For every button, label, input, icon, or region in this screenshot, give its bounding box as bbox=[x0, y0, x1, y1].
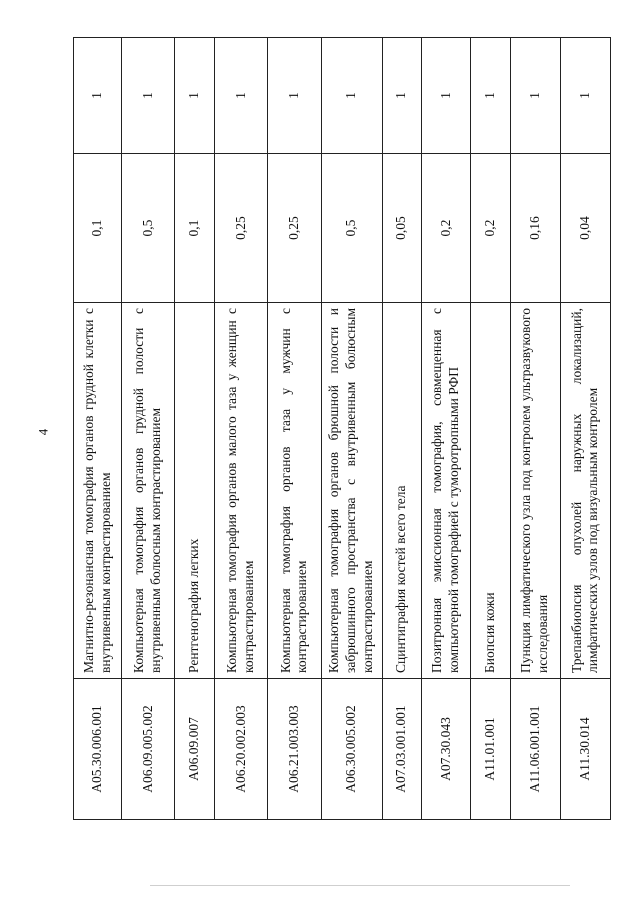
coefficient-cell: 0,2 bbox=[422, 154, 471, 303]
code-cell: А06.20.002.003 bbox=[214, 679, 267, 820]
name-cell: Компьютерная томография органов грудной полости с внутривенным болюсным контрастированием bbox=[122, 303, 175, 679]
count-cell: 1 bbox=[382, 38, 422, 154]
coefficient-cell: 0,16 bbox=[510, 154, 560, 303]
coefficient-cell: 0,25 bbox=[268, 154, 321, 303]
coefficient-cell: 0,04 bbox=[560, 154, 610, 303]
name-cell: Пункция лимфатического узла под контролем ультразвукового исследования bbox=[510, 303, 560, 679]
coefficient-cell: 0,1 bbox=[175, 154, 215, 303]
page-number: 4 bbox=[35, 428, 51, 436]
table-row bbox=[471, 38, 511, 820]
count-cell: 1 bbox=[214, 38, 267, 154]
page-bottom-rule bbox=[150, 885, 570, 886]
count-cell: 1 bbox=[422, 38, 471, 154]
count-cell: 1 bbox=[321, 38, 382, 154]
table-row bbox=[175, 38, 215, 820]
name-cell: Компьютерная томография органов брюшной полости и забрюшинного пространства с внутривенным болюсным контрастированием bbox=[321, 303, 382, 679]
code-cell: А06.21.003.003 bbox=[268, 679, 321, 820]
code-cell: А11.06.001.001 bbox=[510, 679, 560, 820]
name-cell: Магнитно-резонансная томография органов грудной клетки с внутривенным контрастированием bbox=[74, 303, 122, 679]
services-table bbox=[73, 37, 611, 820]
coefficient-cell: 0,1 bbox=[74, 154, 122, 303]
code-cell: А06.09.005.002 bbox=[122, 679, 175, 820]
coefficient-cell: 0,2 bbox=[471, 154, 511, 303]
code-cell: А11.30.014 bbox=[560, 679, 610, 820]
name-cell: Рентгенография легких bbox=[175, 303, 215, 679]
name-cell: Биопсия кожи bbox=[471, 303, 511, 679]
count-cell: 1 bbox=[471, 38, 511, 154]
table-row bbox=[214, 38, 267, 820]
table-row bbox=[74, 38, 122, 820]
code-cell: А06.30.005.002 bbox=[321, 679, 382, 820]
coefficient-cell: 0,05 bbox=[382, 154, 422, 303]
services-table-body bbox=[74, 38, 611, 820]
table-row bbox=[560, 38, 610, 820]
name-cell: Компьютерная томография органов малого таза у женщин с контрастированием bbox=[214, 303, 267, 679]
count-cell: 1 bbox=[74, 38, 122, 154]
table-row bbox=[268, 38, 321, 820]
count-cell: 1 bbox=[175, 38, 215, 154]
name-cell: Компьютерная томография органов таза у мужчин с контрастированием bbox=[268, 303, 321, 679]
count-cell: 1 bbox=[268, 38, 321, 154]
count-cell: 1 bbox=[510, 38, 560, 154]
name-cell: Позитронная эмиссионная томография, совмещенная с компьютерной томографией с туморотропными РФП bbox=[422, 303, 471, 679]
count-cell: 1 bbox=[122, 38, 175, 154]
count-cell: 1 bbox=[560, 38, 610, 154]
table-row bbox=[321, 38, 382, 820]
code-cell: А07.30.043 bbox=[422, 679, 471, 820]
table-rotated-container bbox=[73, 38, 611, 820]
coefficient-cell: 0,5 bbox=[122, 154, 175, 303]
table-row bbox=[122, 38, 175, 820]
table-row bbox=[422, 38, 471, 820]
code-cell: А05.30.006.001 bbox=[74, 679, 122, 820]
name-cell: Сцинтиграфия костей всего тела bbox=[382, 303, 422, 679]
coefficient-cell: 0,25 bbox=[214, 154, 267, 303]
code-cell: А07.03.001.001 bbox=[382, 679, 422, 820]
code-cell: А11.01.001 bbox=[471, 679, 511, 820]
code-cell: А06.09.007 bbox=[175, 679, 215, 820]
coefficient-cell: 0,5 bbox=[321, 154, 382, 303]
name-cell: Трепанбиопсия опухолей наружных локализаций, лимфатических узлов под визуальным контролем bbox=[560, 303, 610, 679]
table-row bbox=[510, 38, 560, 820]
table-row bbox=[382, 38, 422, 820]
